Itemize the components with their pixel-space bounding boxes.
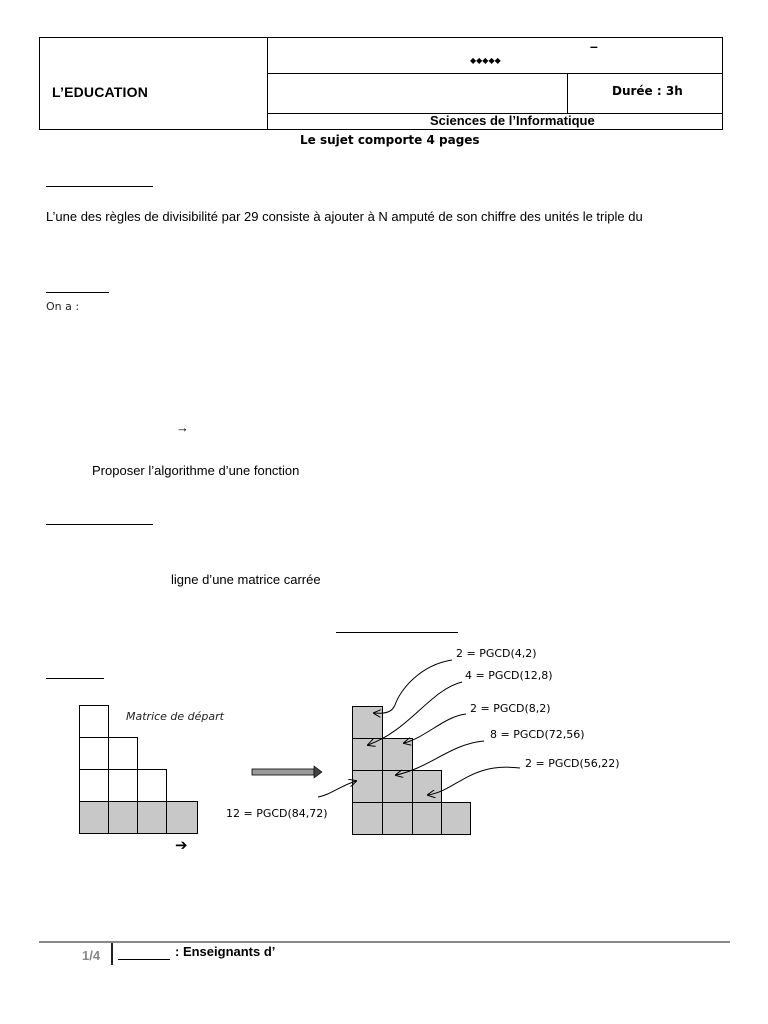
header-dash: – xyxy=(590,38,598,54)
pgcd-label: 4 = PGCD(12,8) xyxy=(465,669,553,682)
exam-duration: Durée : 3h xyxy=(612,84,683,98)
on-a-label: On a : xyxy=(46,300,80,313)
curved-arrow xyxy=(374,660,452,713)
bold-right-arrow-icon: ➔ xyxy=(175,836,188,854)
matrix-cell-shaded xyxy=(80,802,109,834)
matrix-cell-shaded xyxy=(383,771,413,803)
pages-note: Le sujet comporte 4 pages xyxy=(300,133,480,147)
matrix-cell-shaded xyxy=(353,803,383,835)
header-divider xyxy=(567,73,568,113)
footer-text: : Enseignants d’ xyxy=(175,944,276,959)
pgcd-label: 8 = PGCD(72,56) xyxy=(490,728,585,741)
exercise-heading-rule xyxy=(46,524,153,525)
matrix-cell-shaded xyxy=(353,739,383,771)
matrix-cell xyxy=(80,706,109,738)
curved-arrow xyxy=(428,767,520,795)
exam-section: Sciences de l’Informatique xyxy=(430,113,595,128)
matrix-cell-shaded xyxy=(138,802,167,834)
transform-arrow xyxy=(252,766,322,778)
exercise-heading-rule xyxy=(46,186,153,187)
header-divider xyxy=(267,73,722,74)
diamond-ornament: ◆◆◆◆◆ xyxy=(470,56,501,65)
matrix-cell xyxy=(80,738,109,770)
curved-arrow xyxy=(368,682,462,745)
matrix-cell-shaded xyxy=(383,803,413,835)
matrix-cell xyxy=(109,770,138,802)
matrix-cell-shaded xyxy=(109,802,138,834)
curved-arrow xyxy=(396,741,484,775)
footer-rule xyxy=(39,941,730,943)
right-arrow-icon: → xyxy=(176,420,189,435)
matrix-cell-shaded xyxy=(383,739,413,771)
header-divider xyxy=(267,38,268,129)
matrix-cell-shaded xyxy=(167,802,198,834)
example-heading-rule xyxy=(46,678,104,679)
organisation-name: L’EDUCATION xyxy=(52,84,149,100)
matrix-cell-shaded xyxy=(413,803,442,835)
matrix-cell xyxy=(138,770,167,802)
matrix-cell-shaded xyxy=(353,707,383,739)
matrix-line-text: ligne d’une matrice carrée xyxy=(171,572,321,587)
matrix-cell-shaded xyxy=(442,803,471,835)
matrix-cell xyxy=(109,738,138,770)
underline-rule xyxy=(336,632,458,633)
pgcd-label: 12 = PGCD(84,72) xyxy=(226,807,328,820)
pgcd-label: 2 = PGCD(8,2) xyxy=(470,702,551,715)
curved-arrow xyxy=(318,781,356,797)
result-matrix xyxy=(353,707,471,835)
curved-arrow xyxy=(404,714,466,743)
footer-blank-line xyxy=(118,959,170,960)
start-matrix xyxy=(80,706,198,834)
pgcd-label: 2 = PGCD(56,22) xyxy=(525,757,620,770)
matrix-cell xyxy=(80,770,109,802)
exercise-heading-rule xyxy=(46,292,109,293)
divisibility-rule-text: L’une des règles de divisibilité par 29 consiste à ajouter à N amputé de son chiffre des unités le triple du xyxy=(46,209,643,224)
footer-separator xyxy=(111,943,113,965)
matrix-caption: Matrice de départ xyxy=(126,710,224,723)
matrix-cell-shaded xyxy=(353,771,383,803)
matrix-cell-shaded xyxy=(413,771,442,803)
page-number: 1/4 xyxy=(82,948,101,963)
propose-algorithm-text: Proposer l’algorithme d’une fonction xyxy=(92,463,300,478)
pgcd-label: 2 = PGCD(4,2) xyxy=(456,647,537,660)
header-table xyxy=(39,37,723,130)
